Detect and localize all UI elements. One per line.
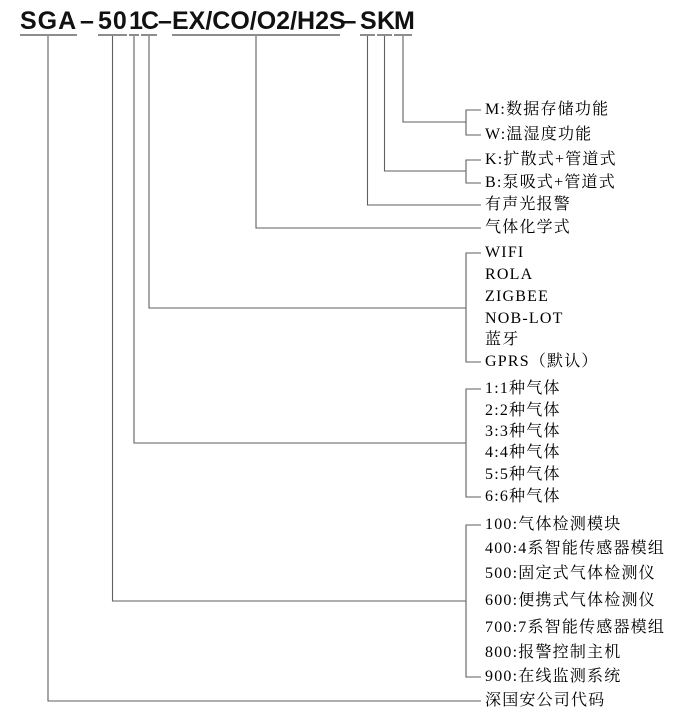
label-series-500: 500:固定式气体检测仪 <box>485 565 656 582</box>
title-series-code: 50 <box>98 7 128 35</box>
connector-gas-formula-code <box>256 36 481 228</box>
connector-gas-count-code <box>134 36 466 443</box>
connector-storage-code <box>403 36 466 122</box>
label-gas-formula: 气体化学式 <box>485 219 572 236</box>
bracket-gas-count-options <box>466 389 481 497</box>
label-comm-zigbee: ZIGBEE <box>485 288 550 305</box>
title-dash-1: – <box>80 7 95 35</box>
label-storage-m: M:数据存储功能 <box>485 101 610 118</box>
label-gas-count-4: 4:4种气体 <box>485 444 561 461</box>
label-series-700: 700:7系智能传感器模组 <box>485 619 666 636</box>
label-series-800: 800:报警控制主机 <box>485 644 622 661</box>
title-dash-2: – <box>158 7 173 35</box>
connector-sampling-code <box>385 36 467 171</box>
label-series-400: 400:4系智能传感器模组 <box>485 540 666 557</box>
bracket-series-options <box>466 525 481 677</box>
label-storage-w: W:温湿度功能 <box>485 126 593 143</box>
label-gas-count-3: 3:3种气体 <box>485 423 561 440</box>
title-sampling-code: K <box>377 7 397 35</box>
connector-comm-code <box>149 36 466 308</box>
title-company-code: SGA <box>20 7 78 35</box>
bracket-storage-options <box>466 110 481 135</box>
label-gas-count-6: 6:6种气体 <box>485 488 561 505</box>
title-gas-count-code: 1 <box>129 7 144 35</box>
label-series-900: 900:在线监测系统 <box>485 668 622 685</box>
label-alarm: 有声光报警 <box>485 196 572 213</box>
label-gas-count-1: 1:1种气体 <box>485 380 561 397</box>
label-comm-noblot: NOB-LOT <box>485 310 564 327</box>
title-dash-3: – <box>342 7 358 35</box>
label-sampling-k: K:扩散式+管道式 <box>485 151 617 168</box>
title-alarm-code: S <box>360 7 378 35</box>
label-sampling-b: B:泵吸式+管道式 <box>485 174 616 191</box>
label-comm-rola: ROLA <box>485 266 534 283</box>
connector-series-code <box>113 36 467 601</box>
title-comm-code: C <box>141 7 161 35</box>
label-series-600: 600:便携式气体检测仪 <box>485 592 656 609</box>
label-company: 深国安公司代码 <box>485 692 606 709</box>
bracket-sampling-options <box>466 160 481 183</box>
bracket-comm-options <box>466 253 481 362</box>
label-comm-bluetooth: 蓝牙 <box>485 331 520 348</box>
label-comm-wifi: WIFI <box>485 244 525 261</box>
model-code-title <box>0 8 673 40</box>
label-gas-count-2: 2:2种气体 <box>485 402 561 419</box>
label-gas-count-5: 5:5种气体 <box>485 466 561 483</box>
label-series-100: 100:气体检测模块 <box>485 516 622 533</box>
title-gas-formula-code: EX/CO/O2/H2S <box>172 7 346 35</box>
label-comm-gprs: GPRS（默认） <box>485 353 599 370</box>
title-storage-code: M <box>394 7 416 35</box>
